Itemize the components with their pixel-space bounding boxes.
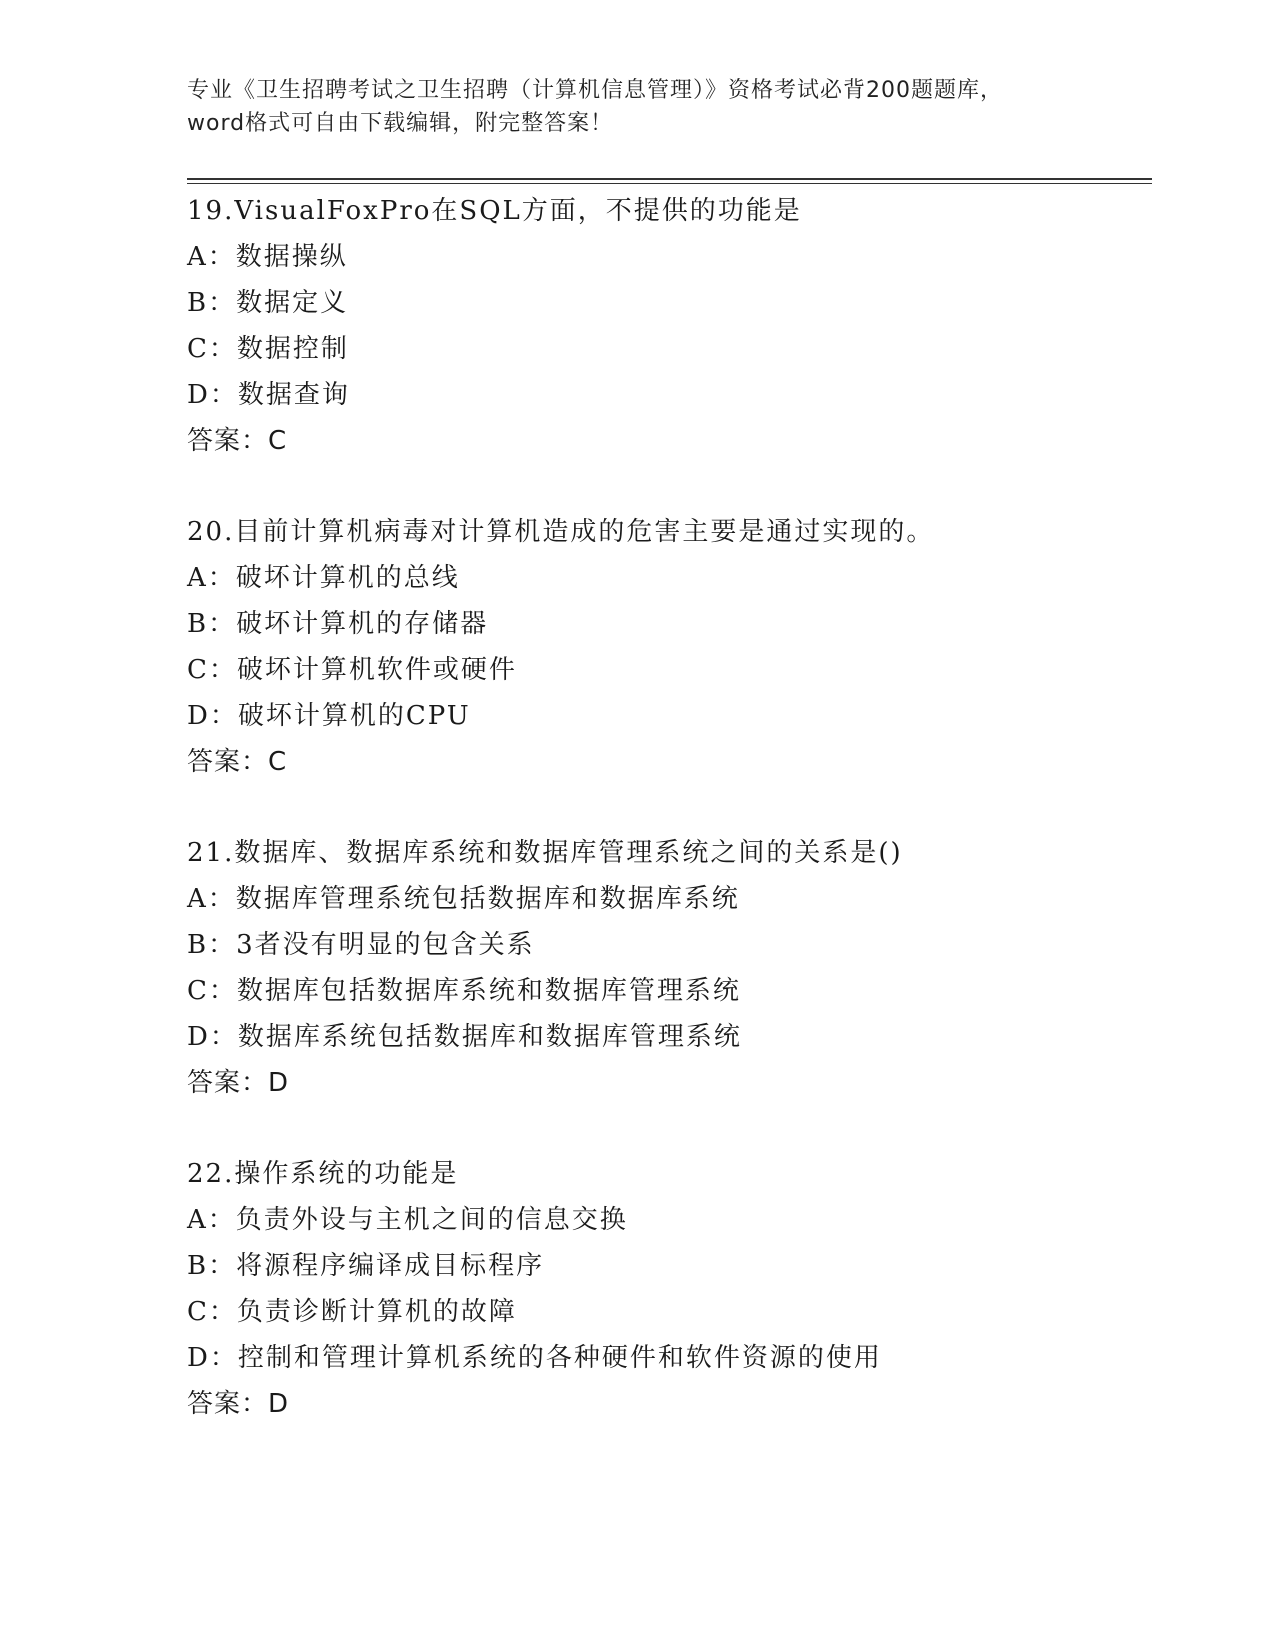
option-a: A：数据库管理系统包括数据库和数据库系统 [187, 884, 740, 914]
question-20 [187, 509, 1147, 785]
answer-label: 答案：C [187, 747, 288, 777]
question-stem: 21.数据库、数据库系统和数据库管理系统之间的关系是() [187, 838, 903, 868]
question-22 [187, 1151, 1147, 1427]
question-list [187, 188, 1147, 1472]
question-19 [187, 188, 1147, 464]
option-d: D：数据库系统包括数据库和数据库管理系统 [187, 1022, 742, 1052]
question-stem: 20.目前计算机病毒对计算机造成的危害主要是通过实现的。 [187, 517, 935, 547]
option-a: A：破坏计算机的总线 [187, 563, 460, 593]
option-c: C：破坏计算机软件或硬件 [187, 655, 517, 685]
question-stem: 19.VisualFoxPro在SQL方面，不提供的功能是 [187, 196, 802, 226]
option-c: C：负责诊断计算机的故障 [187, 1297, 517, 1327]
option-b: B：破坏计算机的存储器 [187, 609, 489, 639]
option-c: C：数据控制 [187, 334, 349, 364]
question-21 [187, 830, 1147, 1106]
header-divider-thick [187, 178, 1152, 180]
option-b: B：3者没有明显的包含关系 [187, 930, 535, 960]
header-line-2: word格式可自由下载编辑，附完整答案！ [187, 111, 614, 136]
option-b: B：数据定义 [187, 288, 349, 318]
document-header [187, 74, 1087, 140]
header-line-1: 专业《卫生招聘考试之卫生招聘（计算机信息管理）》资格考试必背200题题库， [187, 78, 1003, 103]
question-stem: 22.操作系统的功能是 [187, 1159, 459, 1189]
option-b: B：将源程序编译成目标程序 [187, 1251, 545, 1281]
option-d: D：控制和管理计算机系统的各种硬件和软件资源的使用 [187, 1343, 882, 1373]
answer-label: 答案：D [187, 1389, 290, 1419]
option-d: D：破坏计算机的CPU [187, 701, 471, 731]
option-a: A：负责外设与主机之间的信息交换 [187, 1205, 628, 1235]
answer-label: 答案：D [187, 1068, 290, 1098]
option-c: C：数据库包括数据库系统和数据库管理系统 [187, 976, 741, 1006]
header-divider-thin [187, 183, 1152, 184]
option-a: A：数据操纵 [187, 242, 348, 272]
answer-label: 答案：C [187, 426, 288, 456]
option-d: D：数据查询 [187, 380, 350, 410]
